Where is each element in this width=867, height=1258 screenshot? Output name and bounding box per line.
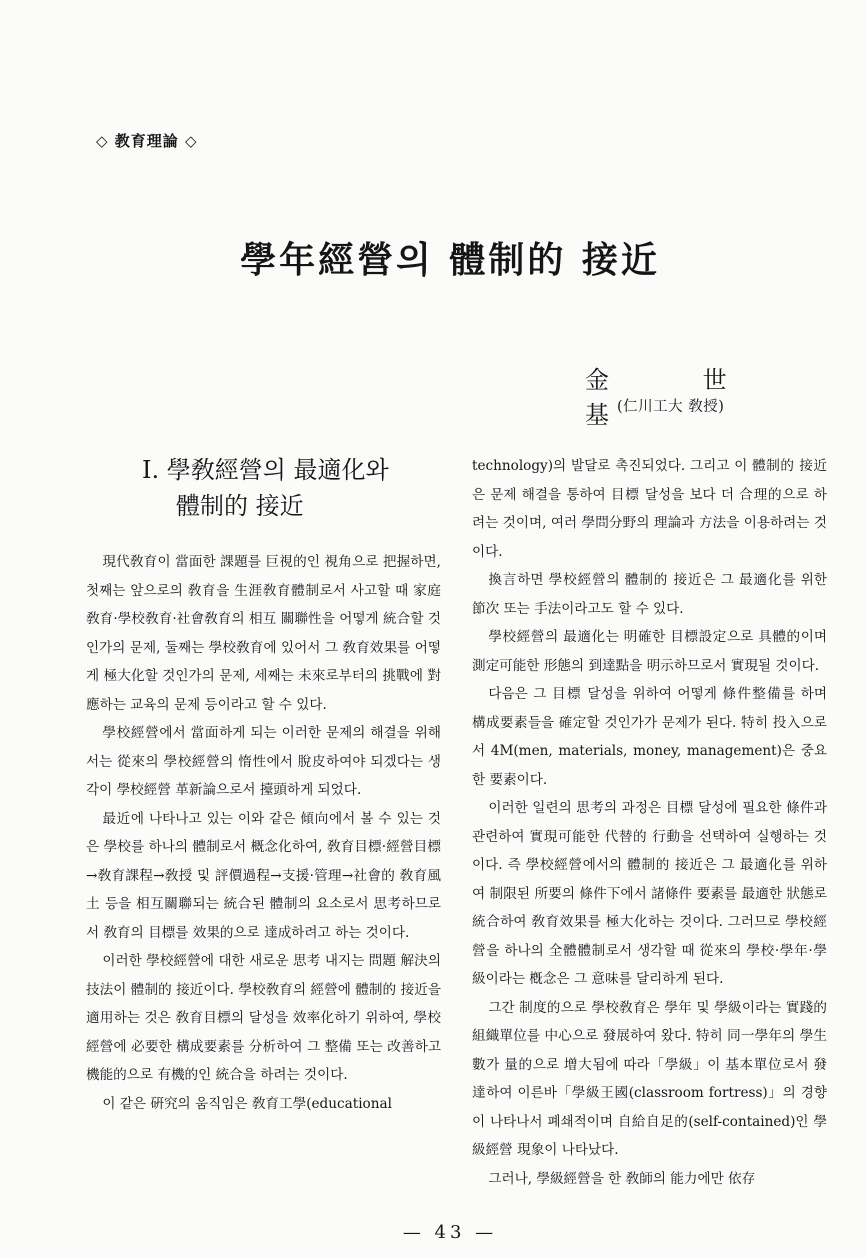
diamond-left-icon: ◇: [96, 132, 109, 150]
series-label: [96, 130, 198, 151]
paragraph: 그러나, 學級經營을 한 敎師의 能力에만 依存: [488, 1170, 756, 1187]
paragraph: technology)의 발달로 촉진되었다. 그리고 이 體制的 接近은 문제 해결을 통하여 目標 달성을 보다 더 合理的으로 하려는 것이며, 여러 學問分野의 理論과 方法을 이용하려는 것이다.: [472, 458, 827, 560]
paragraph: 이 같은 硏究의 움직임은 敎育工學(educational: [102, 1095, 392, 1112]
paragraph: 最近에 나타나고 있는 이와 같은 傾向에서 볼 수 있는 것은 學校를 하나의 體制로서 概念化하여, 敎育目標·經營目標→敎育課程→敎授 및 評價過程→支援·管理→社會的 敎育風土 등을 相互關聯되는 統合된 體制의 요소로서 思考하므로서 敎育의 目標를 效果的으로 達成하려고 하는 것이다.: [86, 810, 441, 941]
left-column: [86, 548, 441, 1118]
paragraph: 現代敎育이 當面한 課題를 巨視的인 視角으로 把握하면, 첫째는 앞으로의 敎育을 生涯敎育體制로서 사고할 때 家庭敎育·學校敎育·社會敎育의 相互 關聯性을 어떻게 統合할 것인가의 문제, 둘째는 學校敎育에 있어서 그 敎育效果를 어떻게 極大化할 것인가의 문제, 세째는 未來로부터의 挑戰에 對應하는 교육의 문제 등이라고 할 수 있다.: [86, 554, 441, 713]
right-column: [472, 452, 827, 1193]
page-number: — 43 —: [402, 1222, 498, 1243]
paragraph: 學校經營의 最適化는 明確한 目標設定으로 具體的이며 測定可能한 形態의 到達點을 明示하므로서 實現될 것이다.: [472, 629, 827, 674]
section-heading-line1: Ⅰ. 學敎經營의 最適化와: [142, 456, 389, 484]
section-heading-line2: 體制的 接近: [176, 492, 304, 520]
paragraph: 學校經營에서 當面하게 되는 이러한 문제의 해결을 위해서는 從來의 學校經營의 惰性에서 脫皮하여야 되겠다는 생각이 學校經營 革新論으로서 擡頭하게 되었다.: [86, 725, 441, 798]
paragraph: 이러한 學校經營에 대한 새로운 思考 내지는 問題 解決의 技法이 體制的 接近이다. 學校敎育의 經營에 體制的 接近을 適用하는 것은 敎育目標의 달성을 效率化하기 위하여, 學校經營에 必要한 構成要素를 分析하여 그 整備 또는 改善하고 機能的으로 有機的인 統合을 하려는 것이다.: [86, 953, 441, 1083]
paragraph: 換言하면 學校經營의 體制的 接近은 그 最適化를 위한 節次 또는 手法이라고도 할 수 있다.: [472, 572, 827, 617]
author-affiliation: (仁川工大 敎授): [617, 399, 725, 415]
diamond-right-icon: ◇: [185, 132, 198, 150]
paragraph: 이러한 일련의 思考의 과정은 目標 달성에 필요한 條件과 관련하여 實現可能한 代替的 行動을 선택하여 실행하는 것이다. 즉 學校經營에서의 體制的 接近은 그 最適化를 위하여 制限된 所要의 條件下에서 諸條件 要素를 最適한 狀態로 統合하여 敎育效果를 極大化하는 것이다. 그러므로 學校經營을 하나의 全體體制로서 생각할 때 從來의 學校·學年·學級이라는 槪念은 그 意味를 달리하게 된다.: [472, 800, 827, 987]
paragraph: 다음은 그 目標 달성을 위하여 어떻게 條件整備를 하며 構成要素들을 確定할 것인가가 문제가 된다. 特히 投入으로서 4M(men, materials, money, management)은 중요한 要素이다.: [472, 686, 827, 788]
article-title: 學年經營의 體制的 接近: [240, 239, 660, 281]
series-name: 教育理論: [114, 132, 179, 150]
author-name: 金 世 基: [585, 366, 770, 429]
paragraph: 그간 制度的으로 學校敎育은 學年 및 學級이라는 實踐的 組織單位를 中心으로 發展하여 왔다. 特히 同一學年의 學生數가 量的으로 增大됨에 따라「學級」이 基本單位로서 發達하여 이른바「學級王國(classroom fortress)」의 경향이 나타나서 폐쇄적이며 自給自足的(self-contained)인 學級經營 現象이 나타났다.: [472, 999, 827, 1158]
section-heading: [142, 452, 442, 524]
